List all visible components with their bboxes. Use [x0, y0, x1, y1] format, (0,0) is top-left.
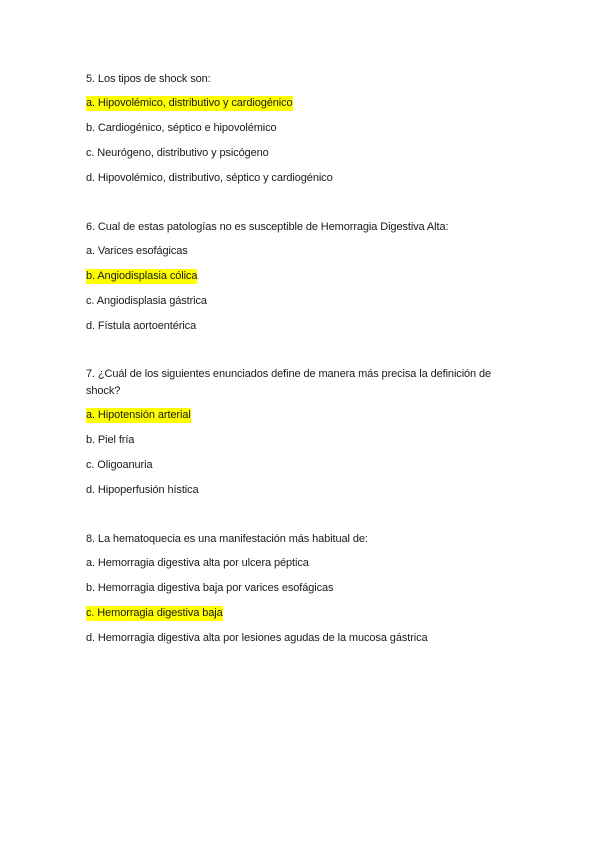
question-7 — [86, 366, 526, 501]
question-5 — [86, 71, 526, 191]
question-text: 6. Cual de estas patologías no es susceptible de Hemorragia Digestiva Alta: — [86, 221, 449, 233]
question-text: 8. La hematoquecia es una manifestación más habitual de: — [86, 533, 368, 545]
question-6 — [86, 219, 526, 339]
question-text: 7. ¿Cuál de los siguientes enunciados define de manera más precisa la definición de shock? — [86, 368, 492, 397]
option-d: d. Hipovolémico, distributivo, séptico y cardiogénico — [86, 172, 333, 184]
option-b: b. Cardiogénico, séptico e hipovolémico — [86, 122, 277, 134]
option-d: d. Hemorragia digestiva alta por lesiones agudas de la mucosa gástrica — [86, 632, 428, 644]
option-c: c. Oligoanuria — [86, 459, 153, 471]
option-d: d. Hipoperfusión hística — [86, 484, 199, 496]
option-b: b. Hemorragia digestiva baja por varices esofágicas — [86, 582, 334, 594]
option-c — [86, 606, 223, 621]
highlighted-answer: a. Hipotensión arterial — [86, 409, 191, 421]
option-c: c. Neurógeno, distributivo y psicógeno — [86, 147, 269, 159]
option-b — [86, 269, 197, 284]
highlighted-answer: c. Hemorragia digestiva baja — [86, 607, 223, 619]
highlighted-answer: b. Angiodisplasia cólica — [86, 270, 198, 282]
option-a: a. Varices esofágicas — [86, 245, 188, 257]
option-a: a. Hemorragia digestiva alta por ulcera péptica — [86, 557, 309, 569]
option-b: b. Piel fría — [86, 434, 135, 446]
option-a — [86, 408, 191, 423]
option-c: c. Angiodisplasia gástrica — [86, 295, 207, 307]
highlighted-answer: a. Hipovolémico, distributivo y cardiogénico — [86, 97, 293, 109]
option-d: d. Fístula aortoentérica — [86, 320, 197, 332]
question-text: 5. Los tipos de shock son: — [86, 73, 211, 85]
option-a — [86, 96, 293, 111]
question-8 — [86, 531, 526, 651]
